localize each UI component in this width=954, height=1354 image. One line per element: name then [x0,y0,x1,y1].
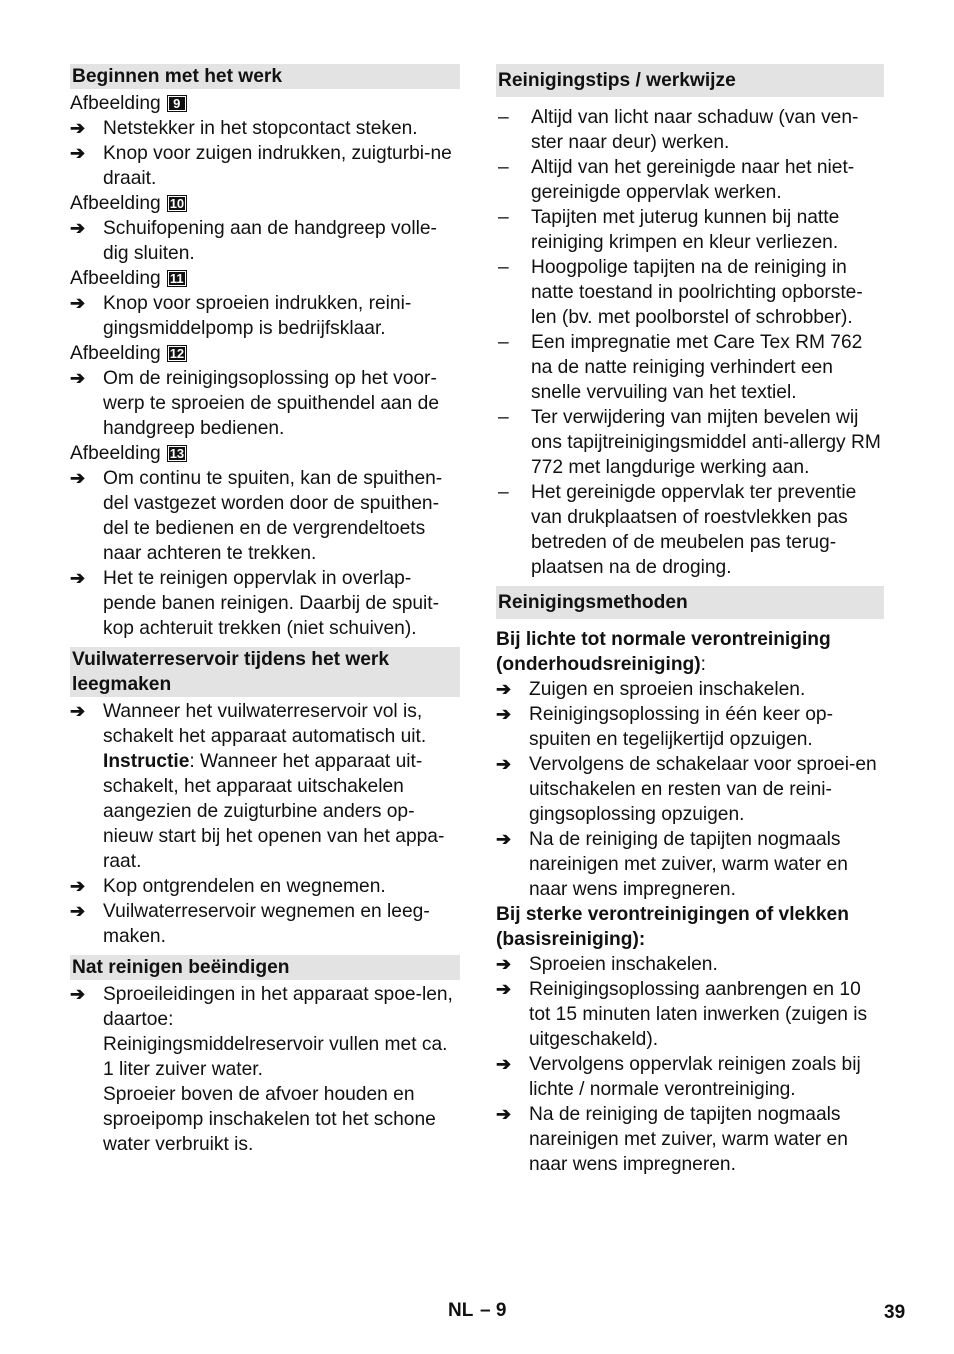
arrow-icon: ➔ [496,1104,512,1124]
list-item: ➔ Het te reinigen oppervlak in overlap-pende banen reinigen. Daarbij de spuit-kop achteruit trekken (niet schuiven). [70,568,440,639]
list-item: ➔ Knop voor zuigen indrukken, zuigturbi-ne draait. [70,143,452,189]
arrow-icon: ➔ [496,704,512,724]
dash-icon: – [498,332,509,353]
section-heading: Nat reinigen beëindigen [70,955,460,980]
list-item: – Het gereinigde oppervlak ter preventie van drukplaatsen of roestvlekken pas betreden of de meubelen pas terug-plaatsen na de droging. [498,482,857,578]
list-item: ➔ Kop ontgrendelen en wegnemen. [70,876,386,897]
arrow-icon: ➔ [496,829,512,849]
figure-number-badge: 13 [167,445,187,462]
figure-reference: Afbeelding 11 [70,266,460,291]
arrow-icon: ➔ [70,568,86,588]
arrow-icon: ➔ [70,118,86,138]
footer-section-page: – 9 [480,1300,507,1321]
list-item: ➔ Netstekker in het stopcontact steken. [70,118,418,139]
list-item: – Altijd van het gereinigde naar het niet-gereinigde oppervlak werken. [498,157,855,203]
dash-icon: – [498,407,509,428]
figure-reference: Afbeelding 13 [70,441,460,466]
arrow-icon: ➔ [496,979,512,999]
list-item: ➔ Sproeileidingen in het apparaat spoe-len, daartoe: Reinigingsmiddelreservoir vullen met ca. 1 liter zuiver water. Sproeier boven de afvoer houden en sproeipomp inschakelen tot het schone water verbruikt is. [70,984,453,1155]
list-item: – Hoogpolige tapijten na de reiniging in natte toestand in poolrichting opborste-len (bv. met poolborstel of schrobber). [498,257,863,328]
list-item: – Altijd van licht naar schaduw (van ven-ster naar deur) werken. [498,107,859,153]
arrow-icon: ➔ [70,293,86,313]
list-item: ➔ Na de reiniging de tapijten nogmaals nareinigen met zuiver, warm water en naar wens impregneren. [496,1104,848,1175]
list-item: ➔ Schuifopening aan de handgreep volle-dig sluiten. [70,218,437,264]
right-column [496,64,884,1177]
dash-icon: – [498,107,509,128]
arrow-icon: ➔ [496,754,512,774]
dash-icon: – [498,482,509,503]
list-item: ➔ Om continu te spuiten, kan de spuithen-del vastgezet worden door de spuithen-del te bedienen en de vergrendeltoets naar achteren te trekken. [70,468,443,564]
list-item: ➔ Vervolgens de schakelaar voor sproei-en uitschakelen en resten van de reini-gingsoplossing opzuigen. [496,754,877,825]
arrow-icon: ➔ [70,701,86,721]
list-item: ➔ Om de reinigingsoplossing op het voor-werp te sproeien de spuithendel aan de handgreep bedienen. [70,368,440,439]
section-heading: Reinigingstips / werkwijze [496,64,884,97]
list-item: ➔ Knop voor sproeien indrukken, reini-gingsmiddelpomp is bedrijfsklaar. [70,293,412,339]
list-item: – Ter verwijdering van mijten bevelen wij ons tapijtreinigingsmiddel anti-allergy RM 772 met langdurige werking aan. [498,407,881,478]
arrow-icon: ➔ [70,984,86,1004]
list-item: ➔ Reinigingsoplossing aanbrengen en 10 tot 15 minuten laten inwerken (zuigen is uitgeschakeld). [496,979,868,1050]
dash-icon: – [498,257,509,278]
footer-language: NL [448,1300,474,1321]
arrow-icon: ➔ [496,954,512,974]
figure-reference: Afbeelding 9 [70,91,460,116]
subheading: Bij lichte tot normale verontreiniging (onderhoudsreiniging): [496,629,831,675]
figure-reference: Afbeelding 10 [70,191,460,216]
section-heading: Vuilwaterreservoir tijdens het werk leegmaken [70,647,460,697]
left-column [70,64,460,1157]
arrow-icon: ➔ [496,679,512,699]
figure-number-badge: 9 [167,95,187,112]
dash-icon: – [498,207,509,228]
page-number: 39 [884,1302,906,1323]
instruction-label: Instructie [103,751,190,772]
section-heading: Reinigingsmethoden [496,586,884,619]
figure-number-badge: 11 [167,270,187,287]
arrow-icon: ➔ [70,901,86,921]
arrow-icon: ➔ [70,143,86,163]
arrow-icon: ➔ [496,1054,512,1074]
figure-reference: Afbeelding 12 [70,341,460,366]
arrow-icon: ➔ [70,876,86,896]
arrow-icon: ➔ [70,468,86,488]
list-item: ➔ Vuilwaterreservoir wegnemen en leeg-maken. [70,901,430,947]
arrow-icon: ➔ [70,368,86,388]
list-item: – Tapijten met juterug kunnen bij natte reiniging krimpen en kleur verliezen. [498,207,840,253]
section-heading: Beginnen met het werk [70,64,460,89]
dash-icon: – [498,157,509,178]
list-item: ➔ Wanneer het vuilwaterreservoir vol is, schakelt het apparaat automatisch uit. Instructie: Wanneer het apparaat uit-schakelt, het apparaat uitschakelen aangezien de zuigturbine anders op-nieuw start bij het openen van het appa-raat. [70,701,445,872]
list-item: ➔ Reinigingsoplossing in één keer op-spuiten en tegelijkertijd opzuigen. [496,704,833,750]
list-item: ➔ Na de reiniging de tapijten nogmaals nareinigen met zuiver, warm water en naar wens impregneren. [496,829,848,900]
list-item: ➔ Zuigen en sproeien inschakelen. [496,679,806,700]
figure-number-badge: 12 [167,345,187,362]
list-item: ➔ Sproeien inschakelen. [496,954,718,975]
arrow-icon: ➔ [70,218,86,238]
list-item: – Een impregnatie met Care Tex RM 762 na de natte reiniging verhindert een snelle vervuiling van het textiel. [498,332,863,403]
subheading: Bij sterke verontreinigingen of vlekken (basisreiniging): [496,904,849,950]
figure-number-badge: 10 [167,195,187,212]
list-item: ➔ Vervolgens oppervlak reinigen zoals bij lichte / normale verontreiniging. [496,1054,861,1100]
